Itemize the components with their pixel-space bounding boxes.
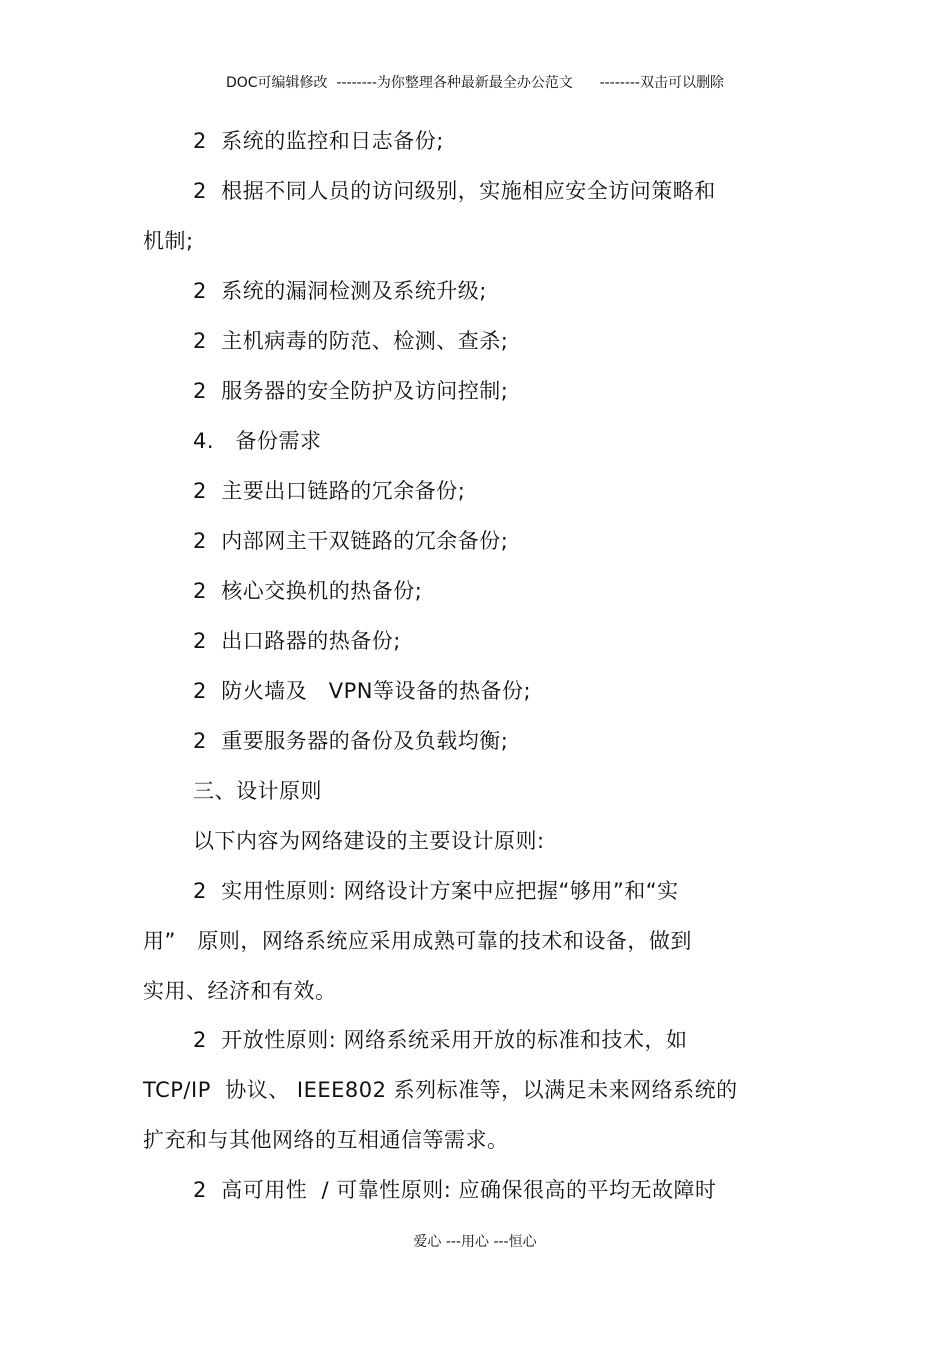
body-line-2: 2 根据不同人员的访问级别，实施相应安全访问策略和 [193, 179, 716, 203]
body-line-8: 2 主要出口链路的冗余备份; [193, 479, 466, 503]
body-line-3: 机制; [143, 229, 194, 253]
body-line-21: 扩充和与其他网络的互相通信等需求。 [143, 1128, 509, 1152]
body-line-4: 2 系统的漏洞检测及系统升级; [193, 279, 487, 303]
body-line-15: 以下内容为网络建设的主要设计原则: [193, 829, 545, 853]
body-line-5: 2 主机病毒的防范、检测、查杀; [193, 329, 509, 353]
body-line-12: 2 防火墙及 VPN等设备的热备份; [193, 679, 532, 703]
body-line-18: 实用、经济和有效。 [143, 979, 337, 1003]
body-line-6: 2 服务器的安全防护及访问控制; [193, 379, 509, 403]
body-line-19: 2 开放性原则: 网络系统采用开放的标准和技术，如 [193, 1028, 688, 1052]
body-line-16: 2 实用性原则: 网络设计方案中应把握“够用”和“实 [193, 879, 679, 903]
body-line-10: 2 核心交换机的热备份; [193, 579, 423, 603]
section-heading-design-principles: 三、设计原则 [193, 779, 322, 803]
body-line-11: 2 出口路器的热备份; [193, 629, 401, 653]
page-footer: 爱心 ---用心 ---恒心 [413, 1234, 537, 1250]
body-line-20: TCP/IP 协议、 IEEE802 系列标准等，以满足未来网络系统的 [143, 1078, 738, 1102]
body-line-9: 2 内部网主干双链路的冗余备份; [193, 529, 509, 553]
body-line-22: 2 高可用性 / 可靠性原则: 应确保很高的平均无故障时 [193, 1178, 717, 1202]
body-line-1: 2 系统的监控和日志备份; [193, 129, 444, 153]
body-line-13: 2 重要服务器的备份及负载均衡; [193, 729, 509, 753]
section-heading-backup: 4. 备份需求 [193, 429, 322, 453]
page-header: DOC可编辑修改 --------为你整理各种最新最全办公范文 --------双击可以删除 [225, 75, 724, 91]
body-line-17: 用” 原则，网络系统应采用成熟可靠的技术和设备，做到 [143, 929, 692, 953]
